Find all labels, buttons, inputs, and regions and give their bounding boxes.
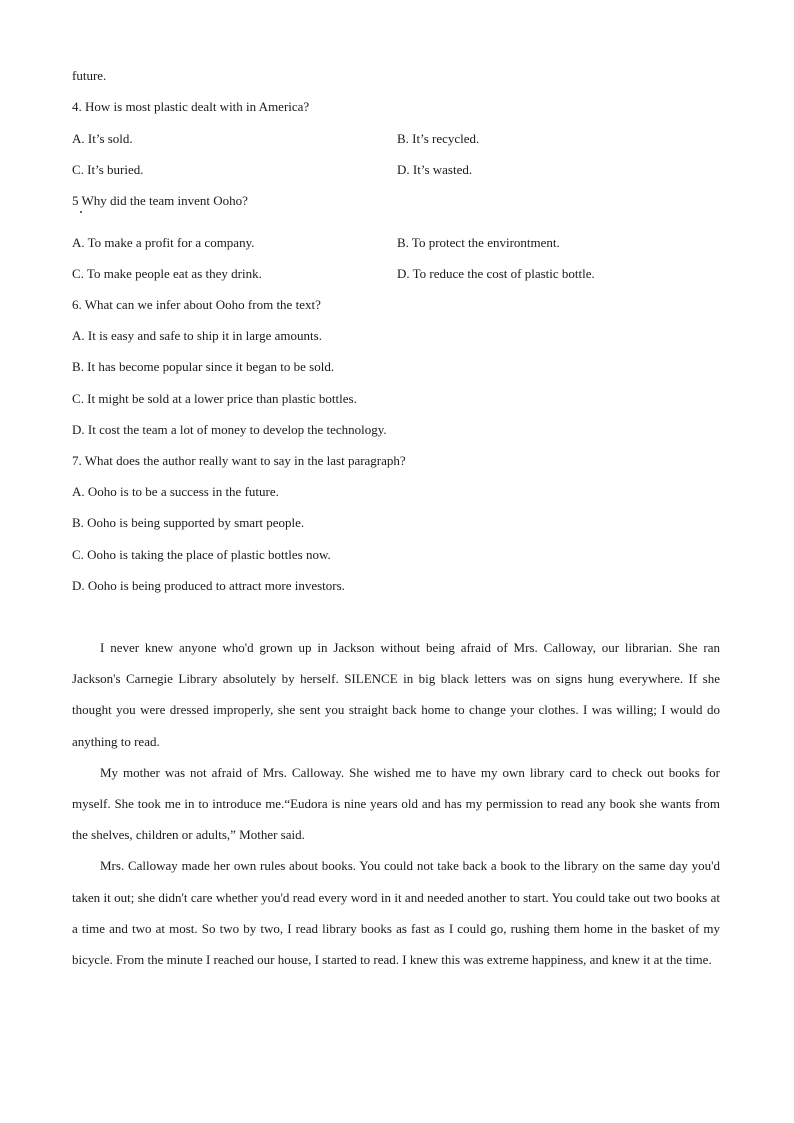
question-5-option-c: C. To make people eat as they drink. [72, 266, 262, 281]
passage-paragraph-3: Mrs. Calloway made her own rules about books. You could not take back a book to the library on the same day you'd taken it out; she didn't care whether you'd read every word in it and needed another to start. You could take out two books at a time and two at most. So two by two, I read library books as fast as I could go, rushing them home in the basket of my bicycle. From the minute I reached our house, I started to read. I knew this was extreme happiness, and knew it at the time. [72, 858, 720, 968]
stray-dot-mark [80, 211, 82, 213]
question-4-option-d: D. It’s wasted. [397, 162, 473, 177]
question-4-stem: 4. How is most plastic dealt with in America? [72, 99, 310, 114]
passage-paragraph-1: I never knew anyone who'd grown up in Jackson without being afraid of Mrs. Calloway, our librarian. She ran Jackson's Carnegie Library absolutely by herself. SILENCE in big black letters was on signs hung everywhere. If she thought you were dressed improperly, she sent you straight back home to change your clothes. I was willing; I would do anything to read. [72, 640, 720, 749]
question-4-option-c: C. It’s buried. [72, 162, 144, 177]
passage-paragraph-2: My mother was not afraid of Mrs. Calloway. She wished me to have my own library card to check out books for myself. She took me in to introduce me.“Eudora is nine years old and has my permission to read any book she wants from the shelves, children or adults,” Mother said. [72, 764, 720, 843]
question-7-option-a: A. Ooho is to be a success in the future. [72, 484, 279, 499]
question-4-option-b: B. It’s recycled. [397, 131, 480, 146]
question-7-option-b: B. Ooho is being supported by smart people. [72, 515, 305, 530]
question-7-stem: 7. What does the author really want to say in the last paragraph? [72, 453, 406, 468]
continuation-text: future. [72, 68, 107, 83]
reading-passage [72, 632, 720, 975]
question-5-option-a: A. To make a profit for a company. [72, 235, 255, 250]
question-5-stem: 5 Why did the team invent Ooho? [72, 193, 248, 208]
question-6-option-b: B. It has become popular since it began to be sold. [72, 359, 335, 374]
question-6-option-a: A. It is easy and safe to ship it in large amounts. [72, 328, 322, 343]
question-6-stem: 6. What can we infer about Ooho from the text? [72, 297, 321, 312]
question-6-option-d: D. It cost the team a lot of money to develop the technology. [72, 422, 387, 437]
question-5-option-d: D. To reduce the cost of plastic bottle. [397, 266, 595, 281]
question-5-option-b: B. To protect the environtment. [397, 235, 560, 250]
question-4-option-a: A. It’s sold. [72, 131, 133, 146]
question-7-option-d: D. Ooho is being produced to attract more investors. [72, 578, 345, 593]
question-7-option-c: C. Ooho is taking the place of plastic bottles now. [72, 547, 331, 562]
question-6-option-c: C. It might be sold at a lower price than plastic bottles. [72, 391, 357, 406]
